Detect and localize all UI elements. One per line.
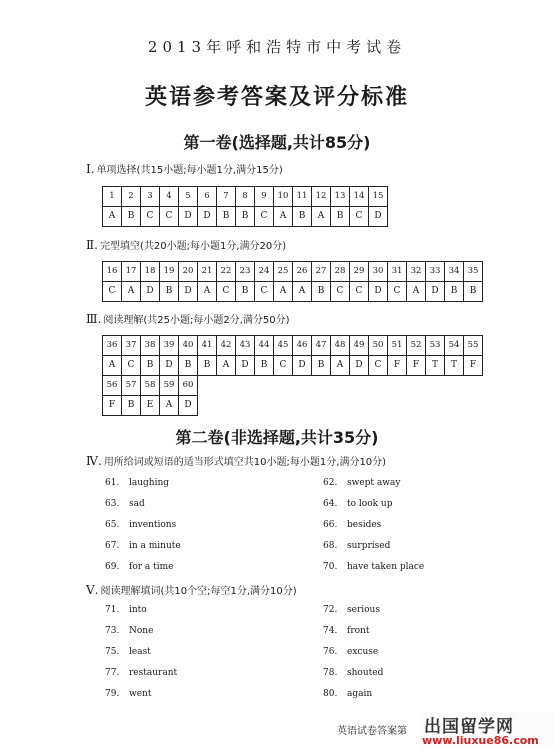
answer-cell: B [122,207,141,227]
answer-cell: D [426,282,445,302]
question-number-cell: 49 [350,336,369,356]
page-footer: 英语试卷答案第 [337,726,407,737]
answer-cell: A [293,282,312,302]
item-number: 63. [105,499,120,509]
question-number-cell: 15 [369,187,388,207]
answer-cell: D [160,356,179,376]
question-number-cell: 8 [236,187,255,207]
answer-item [105,647,151,657]
answer-item [105,520,176,530]
item-number: 69. [105,562,120,572]
answer-cell: D [369,282,388,302]
answer-cell: B [312,282,331,302]
item-answer: into [129,605,147,615]
question-number-cell: 32 [407,262,426,282]
answer-cell: B [331,207,350,227]
answer-item [105,478,169,488]
answer-cell: C [160,207,179,227]
question-number-cell: 38 [141,336,160,356]
item-answer: besides [347,520,382,530]
section-4-heading-text: 用所给词或短语的适当形式填空共10小题;每小题1分,满分10分) [103,457,387,468]
question-number-row [103,336,483,356]
answer-cell: T [426,356,445,376]
question-number-cell: 25 [274,262,293,282]
answer-cell: E [141,396,160,416]
answer-cell: B [255,356,274,376]
answer-cell: A [274,282,293,302]
question-number-cell: 9 [255,187,274,207]
answer-cell: C [141,207,160,227]
section-3-numeral: Ⅲ. [86,312,102,326]
answer-cell: D [293,356,312,376]
item-number: 75. [105,647,120,657]
question-number-cell: 5 [179,187,198,207]
question-number-cell: 53 [426,336,445,356]
question-number-cell: 39 [160,336,179,356]
question-number-cell: 47 [312,336,331,356]
item-number: 61. [105,478,120,488]
item-number: 73. [105,626,120,636]
question-number-cell: 3 [141,187,160,207]
item-number: 79. [105,689,120,699]
question-number-cell: 20 [179,262,198,282]
question-number-cell: 56 [103,376,122,396]
answer-cell: F [103,396,122,416]
answer-cell: A [217,356,236,376]
answer-cell: B [445,282,464,302]
question-number-cell: 41 [198,336,217,356]
question-number-cell: 17 [122,262,141,282]
answer-item [105,689,151,699]
answer-cell: B [236,282,255,302]
item-number: 67. [105,541,120,551]
item-answer: shouted [347,668,384,678]
site-watermark-logo [420,712,554,749]
item-answer: again [347,689,373,699]
question-number-cell: 36 [103,336,122,356]
answer-item [323,478,400,488]
question-number-cell: 19 [160,262,179,282]
watermark-name: 出国留学网 [424,717,514,737]
item-answer: to look up [347,499,393,509]
answer-item [323,605,380,615]
item-number: 72. [323,605,338,615]
item-answer: restaurant [129,668,178,678]
answer-cell: B [312,356,331,376]
question-number-cell: 22 [217,262,236,282]
answer-cell: D [350,356,369,376]
question-number-cell: 24 [255,262,274,282]
question-number-cell: 1 [103,187,122,207]
answer-item [105,605,147,615]
item-number: 65. [105,520,120,530]
answer-cell: C [369,356,388,376]
item-number: 71. [105,605,120,615]
item-answer: in a minute [129,541,181,551]
answer-item [323,668,383,678]
question-number-cell: 29 [350,262,369,282]
answer-cell: B [198,356,217,376]
question-number-cell: 57 [122,376,141,396]
section-3-answer-grid-continued [102,375,198,416]
item-answer: least [129,647,151,657]
answer-row [103,356,483,376]
answer-item [105,562,174,572]
answer-cell: A [274,207,293,227]
answer-cell: C [122,356,141,376]
item-number: 68. [323,541,338,551]
question-number-cell: 23 [236,262,255,282]
question-number-cell: 26 [293,262,312,282]
answer-item [323,520,381,530]
question-number-cell: 37 [122,336,141,356]
section-3-answer-grid [102,335,483,376]
section-2-heading [86,237,286,252]
question-number-cell: 18 [141,262,160,282]
answer-item [323,626,369,636]
item-number: 78. [323,668,338,678]
section-4-heading [86,453,386,468]
section-3-heading [86,311,290,326]
answer-cell: A [407,282,426,302]
question-number-cell: 43 [236,336,255,356]
question-number-row [103,262,483,282]
answer-cell: D [369,207,388,227]
question-number-cell: 34 [445,262,464,282]
answer-cell: D [198,207,217,227]
question-number-cell: 40 [179,336,198,356]
item-answer: swept away [347,478,401,488]
volume-2-title: 第二卷(非选择题,共计35分) [175,428,379,447]
question-number-cell: 4 [160,187,179,207]
answer-item [105,499,145,509]
question-number-cell: 28 [331,262,350,282]
answer-cell: F [407,356,426,376]
section-5-numeral: Ⅴ. [86,583,99,597]
answer-cell: B [293,207,312,227]
answer-item [105,668,177,678]
answer-cell: A [160,396,179,416]
question-number-cell: 50 [369,336,388,356]
question-number-cell: 7 [217,187,236,207]
watermark-url: www.liuxue86.com [422,734,539,747]
answer-cell: D [141,282,160,302]
question-number-cell: 51 [388,336,407,356]
section-4-numeral: Ⅳ. [86,454,102,468]
answer-cell: B [179,356,198,376]
item-number: 64. [323,499,338,509]
answer-cell: D [179,282,198,302]
item-answer: None [129,626,154,636]
question-number-cell: 60 [179,376,198,396]
answer-row [103,396,198,416]
answer-cell: A [312,207,331,227]
answer-cell: A [331,356,350,376]
question-number-cell: 42 [217,336,236,356]
question-number-row [103,187,388,207]
answer-cell: C [255,207,274,227]
question-number-cell: 6 [198,187,217,207]
item-answer: excuse [347,647,379,657]
answer-cell: B [217,207,236,227]
answer-row [103,207,388,227]
item-answer: have taken place [347,562,425,572]
question-number-cell: 10 [274,187,293,207]
question-number-cell: 2 [122,187,141,207]
item-answer: sad [129,499,145,509]
section-2-numeral: Ⅱ. [86,238,98,252]
answer-cell: A [198,282,217,302]
item-answer: laughing [129,478,170,488]
item-number: 66. [323,520,338,530]
answer-cell: D [179,207,198,227]
answer-cell: C [350,282,369,302]
question-number-cell: 31 [388,262,407,282]
question-number-cell: 45 [274,336,293,356]
answer-cell: A [103,356,122,376]
question-number-cell: 55 [464,336,483,356]
question-number-cell: 11 [293,187,312,207]
section-1-numeral: Ⅰ. [86,162,95,176]
item-answer: surprised [347,541,391,551]
answer-cell: D [179,396,198,416]
answer-cell: C [388,282,407,302]
item-answer: serious [347,605,380,615]
question-number-cell: 30 [369,262,388,282]
section-1-heading-text: 单项选择(共15小题;每小题1分,满分15分) [96,165,283,176]
item-answer: front [347,626,370,636]
answer-row [103,282,483,302]
answer-cell: C [350,207,369,227]
section-1-heading [86,161,283,176]
question-number-cell: 46 [293,336,312,356]
answer-item [323,541,390,551]
question-number-cell: 58 [141,376,160,396]
answer-item [323,647,378,657]
volume-1-title: 第一卷(选择题,共计85分) [183,133,371,152]
section-5-heading [86,582,297,597]
answer-cell: C [255,282,274,302]
section-5-heading-text: 阅读理解填词(共10个空;每空1分,满分10分) [100,586,297,597]
item-number: 74. [323,626,338,636]
item-answer: for a time [129,562,174,572]
answer-cell: C [103,282,122,302]
answer-cell: F [464,356,483,376]
question-number-cell: 54 [445,336,464,356]
question-number-cell: 33 [426,262,445,282]
item-answer: went [129,689,152,699]
question-number-row [103,376,198,396]
document-title: 英语参考答案及评分标准 [144,85,409,110]
question-number-cell: 48 [331,336,350,356]
answer-cell: T [445,356,464,376]
exam-title: 2013年呼和浩特市中考试卷 [147,38,407,56]
answer-item [105,626,153,636]
question-number-cell: 44 [255,336,274,356]
answer-item [323,562,424,572]
item-number: 62. [323,478,338,488]
item-answer: inventions [129,520,177,530]
question-number-cell: 27 [312,262,331,282]
question-number-cell: 59 [160,376,179,396]
section-3-heading-text: 阅读理解(共25小题;每小题2分,满分50分) [103,315,290,326]
answer-item [323,689,372,699]
question-number-cell: 14 [350,187,369,207]
question-number-cell: 12 [312,187,331,207]
answer-cell: B [141,356,160,376]
answer-cell: C [331,282,350,302]
answer-cell: A [103,207,122,227]
section-1-answer-grid [102,186,388,227]
section-2-answer-grid [102,261,483,302]
answer-cell: B [236,207,255,227]
question-number-cell: 21 [198,262,217,282]
section-2-heading-text: 完型填空(共20小题;每小题1分,满分20分) [99,241,287,252]
answer-cell: B [122,396,141,416]
question-number-cell: 16 [103,262,122,282]
item-number: 76. [323,647,338,657]
question-number-cell: 13 [331,187,350,207]
answer-item [105,541,181,551]
answer-cell: D [236,356,255,376]
item-number: 80. [323,689,338,699]
answer-cell: C [217,282,236,302]
answer-cell: B [464,282,483,302]
answer-cell: A [122,282,141,302]
answer-cell: C [274,356,293,376]
answer-item [323,499,392,509]
item-number: 70. [323,562,338,572]
question-number-cell: 35 [464,262,483,282]
item-number: 77. [105,668,120,678]
answer-cell: F [388,356,407,376]
question-number-cell: 52 [407,336,426,356]
answer-cell: B [160,282,179,302]
